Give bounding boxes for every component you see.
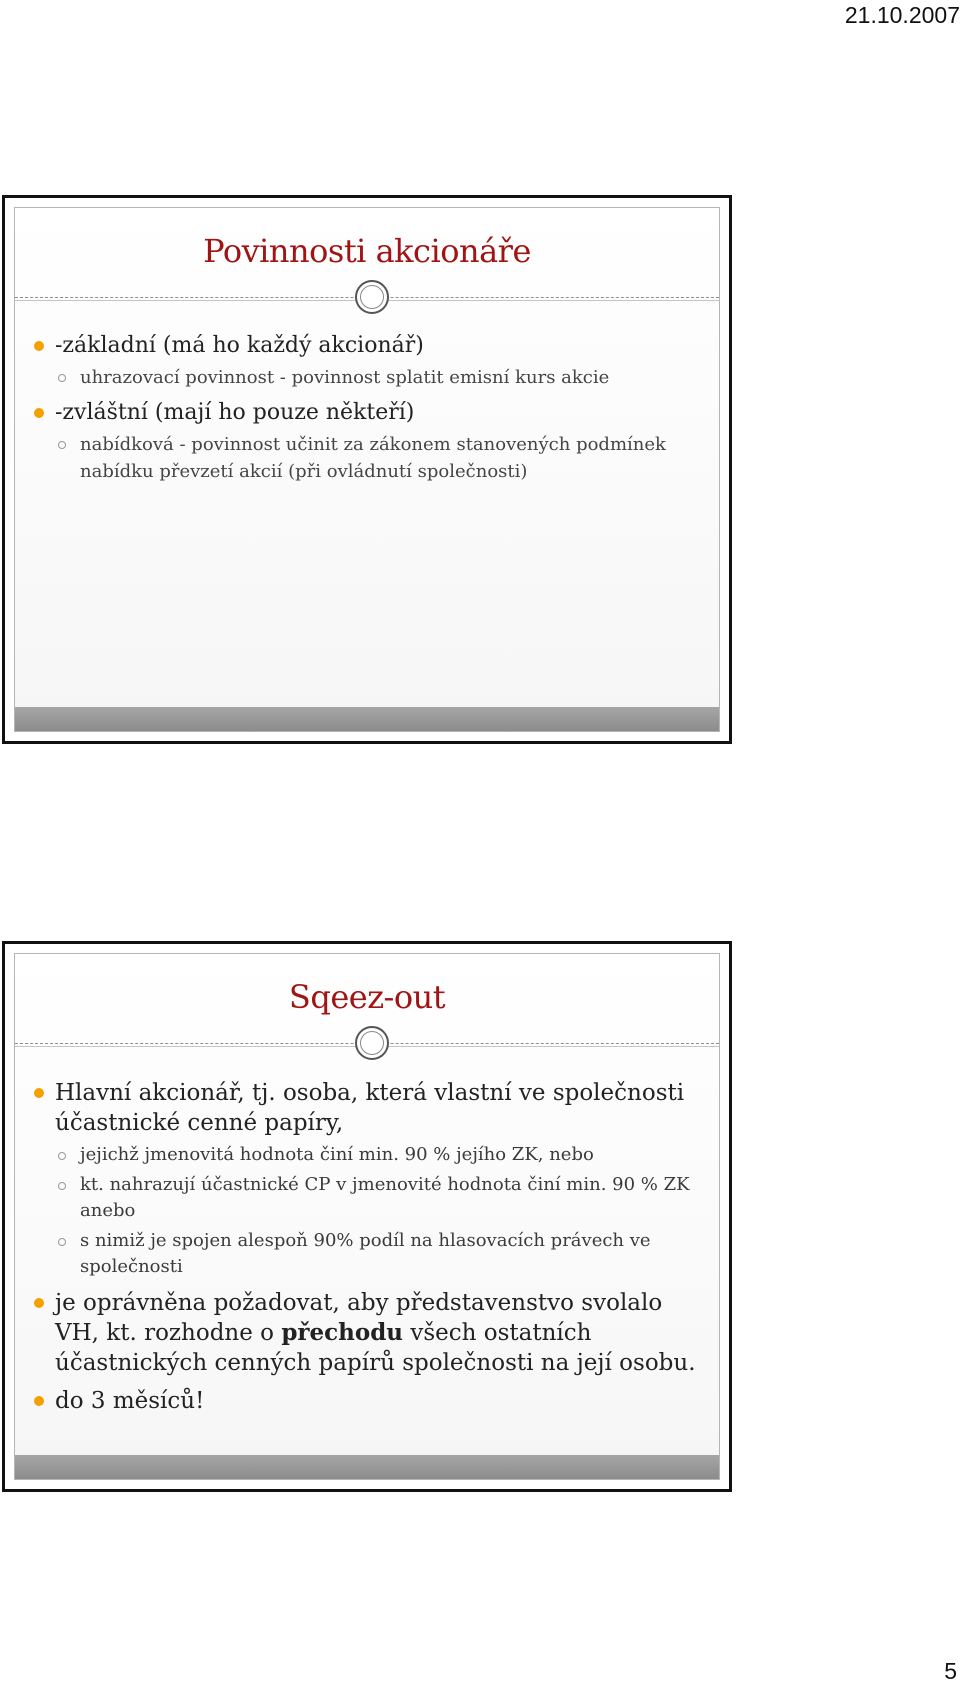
sub-bullet-item: uhrazovací povinnost - povinnost splatit emisní kurs akcie (15, 364, 705, 391)
page-date: 21.10.2007 (844, 2, 960, 28)
sub-bullet-item: s nimiž je spojen alespoň 90% podíl na hlasovacích právech ve společnosti (15, 1228, 705, 1280)
bullet-text: je oprávněna požadovat, aby představenstvo svolalo VH, kt. rozhodne o (55, 1290, 663, 1346)
ring-ornament-icon (355, 280, 389, 314)
ring-ornament-icon (355, 1026, 389, 1060)
slide-povinnosti (2, 195, 732, 744)
slide-content (15, 324, 719, 485)
slide-title: Povinnosti akcionáře (203, 232, 531, 270)
slide-title: Sqeez-out (288, 978, 446, 1016)
sub-bullet-item: kt. nahrazují účastnické CP v jmenovité hodnota činí min. 90 % ZK anebo (15, 1172, 705, 1224)
slide-frame (14, 953, 720, 1480)
bullet-item: Hlavní akcionář, tj. osoba, která vlastní ve společnosti účastnické cenné papíry, (15, 1078, 705, 1138)
bullet-text-bold: přechodu (281, 1319, 404, 1346)
slide-footer-bar (15, 707, 719, 731)
bullet-item (15, 1288, 705, 1378)
bullet-item: -zvláštní (mají ho pouze někteří) (15, 399, 705, 427)
sub-bullet-item: nabídková - povinnost učinit za zákonem stanovených podmínek nabídku převzetí akcií (při ovládnutí společnosti) (15, 431, 705, 485)
slide-sqeez-out (2, 941, 732, 1492)
bullet-item: -základní (má ho každý akcionář) (15, 332, 705, 360)
sub-bullet-item: jejichž jmenovitá hodnota činí min. 90 % jejího ZK, nebo (15, 1142, 705, 1168)
slide-content (15, 1070, 719, 1416)
page-number: 5 (944, 1658, 957, 1684)
slide-footer-bar (15, 1455, 719, 1479)
slide-frame (14, 207, 720, 732)
bullet-item: do 3 měsíců! (15, 1386, 705, 1416)
bullet-text: všech ostatních účastnických cenných papírů společnosti na její osobu. (55, 1320, 696, 1376)
